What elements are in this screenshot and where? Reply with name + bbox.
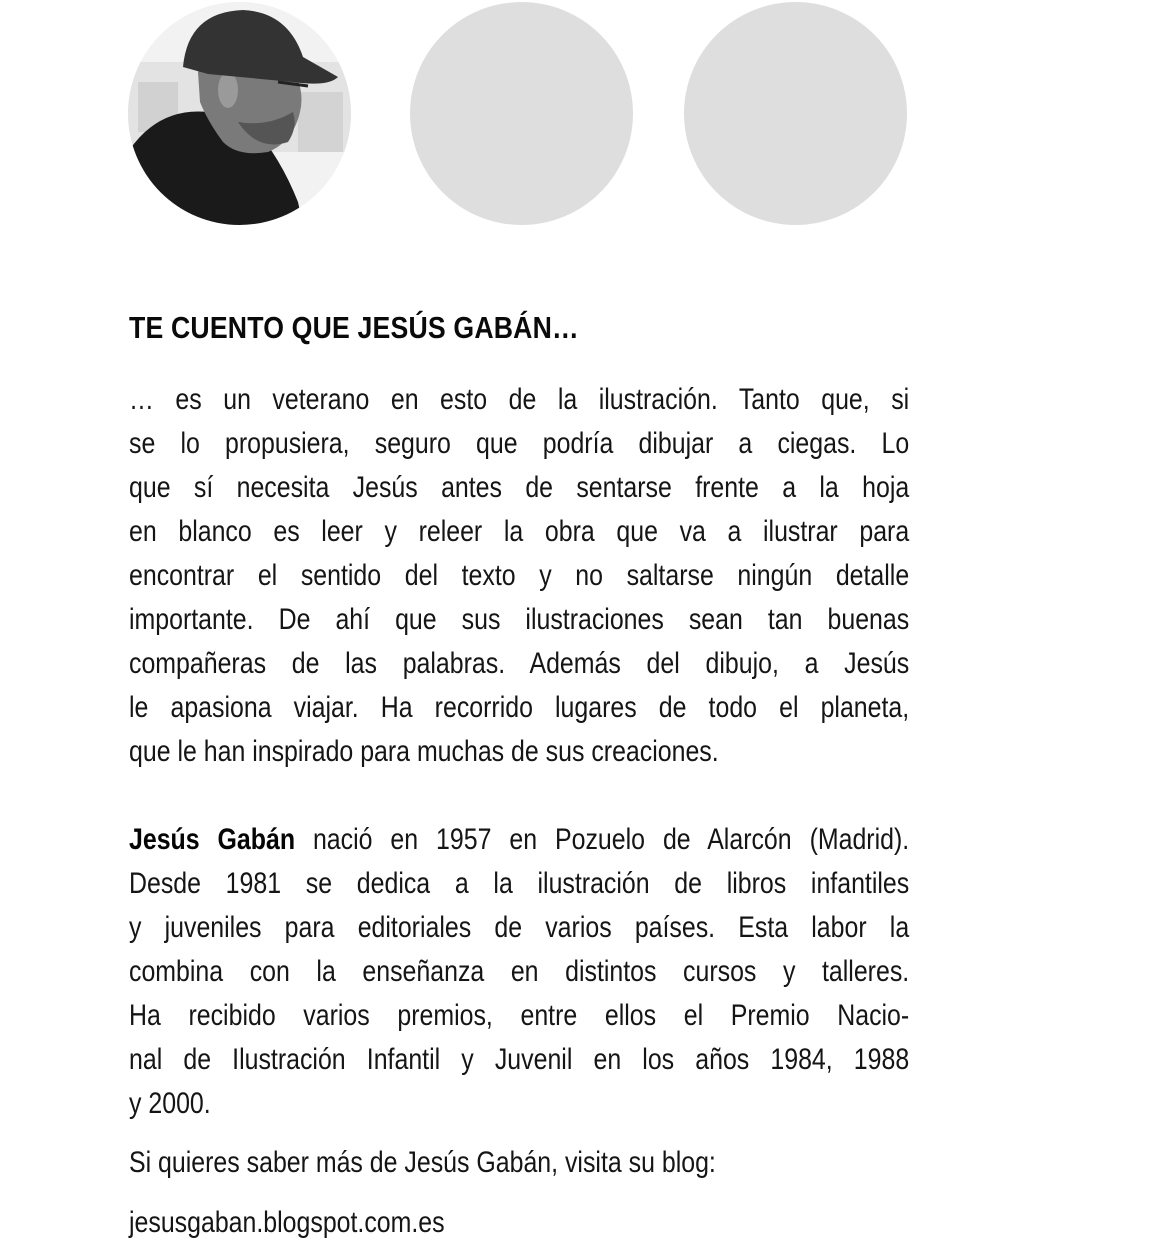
text-line: importante. De ahí que sus ilustraciones sean tan buenas (129, 603, 910, 636)
text-line: … es un veterano en esto de la ilustración. Tanto que, si (129, 383, 910, 416)
more-info-text (129, 1141, 909, 1185)
text-line: se lo propusiera, seguro que podría dibujar a ciegas. Lo (129, 427, 910, 460)
text-line: nal de Ilustración Infantil y Juvenil en los años 1984, 1988 (129, 1043, 910, 1076)
text-line: combina con la enseñanza en distintos cursos y talleres. (129, 955, 910, 988)
text-line: y juveniles para editoriales de varios países. Esta labor la (129, 911, 910, 944)
author-section (129, 300, 909, 1245)
section-title: TE CUENTO QUE JESÚS GABÁN… (129, 310, 579, 345)
text-line: en blanco es leer y releer la obra que va a ilustrar para (129, 515, 910, 548)
author-photo-image (128, 2, 351, 225)
placeholder-circle-2 (684, 2, 907, 225)
bio-first-line (129, 818, 909, 862)
placeholder-circle-1 (410, 2, 633, 225)
text-line: Si quieres saber más de Jesús Gabán, visita su blog: (129, 1146, 716, 1179)
text-line: Desde 1981 se dedica a la ilustración de libros infantiles (129, 867, 910, 900)
text-line: encontrar el sentido del texto y no saltarse ningún detalle (129, 559, 910, 592)
text-line: le apasiona viajar. Ha recorrido lugares de todo el planeta, (129, 691, 910, 724)
author-photo (128, 2, 351, 225)
text-line: Ha recibido varios premios, entre ellos el Premio Nacio- (129, 999, 910, 1032)
text-line: compañeras de las palabras. Además del dibujo, a Jesús (129, 647, 910, 680)
author-name: Jesús Gabán (129, 823, 296, 856)
text-line: y 2000. (129, 1087, 211, 1120)
text-line: que le han inspirado para muchas de sus creaciones. (129, 735, 719, 768)
bio-paragraph (129, 818, 909, 1126)
blog-link[interactable]: jesusgaban.blogspot.com.es (129, 1206, 445, 1239)
portrait-row (128, 2, 908, 226)
bio-first-line-text: nació en 1957 en Pozuelo de Alarcón (Madrid). (295, 823, 910, 856)
intro-paragraph (129, 378, 909, 774)
text-line: que sí necesita Jesús antes de sentarse frente a la hoja (129, 471, 910, 504)
